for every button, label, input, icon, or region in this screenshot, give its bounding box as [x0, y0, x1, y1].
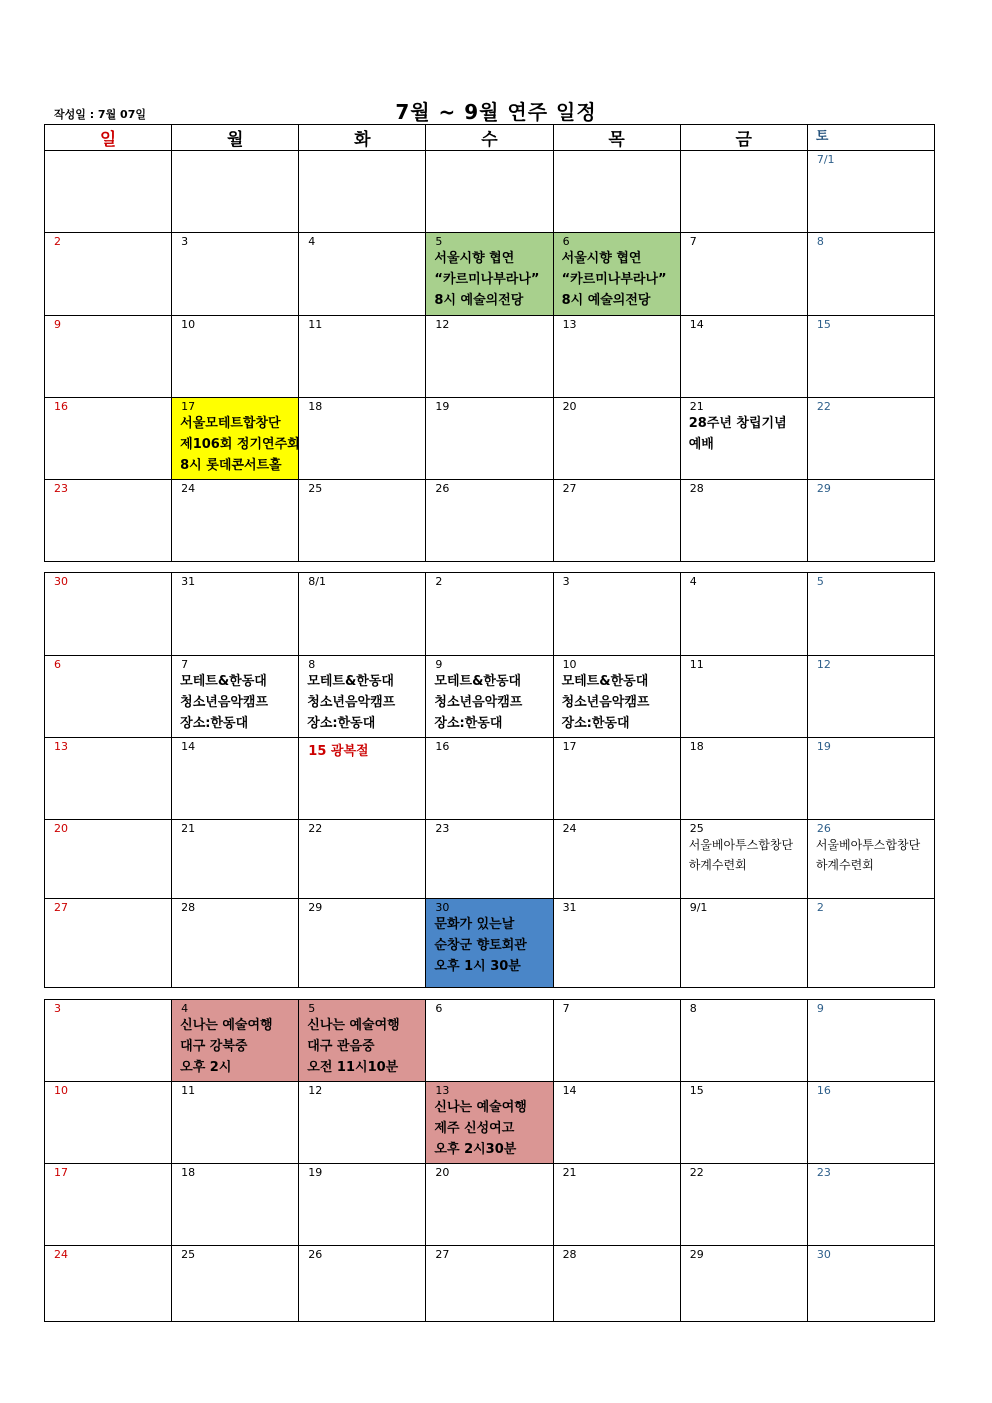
day-cell	[807, 1246, 934, 1322]
day-cell	[553, 398, 680, 480]
day-number: 10	[181, 318, 196, 331]
day-cell	[426, 1164, 553, 1246]
day-cell	[299, 1246, 426, 1322]
day-cell	[807, 820, 934, 899]
day-number: 6	[562, 235, 570, 248]
day-cell	[680, 899, 807, 988]
day-cell	[45, 1082, 172, 1164]
day-cell	[553, 1000, 680, 1082]
calendar-block-1	[44, 124, 935, 562]
day-cell	[172, 738, 299, 820]
event-line: 모테트&한동대	[434, 674, 522, 689]
week-row	[45, 151, 935, 233]
day-number: 8/1	[308, 575, 326, 588]
day-number: 28	[689, 482, 704, 495]
event-line: 오전 11시10분	[307, 1060, 399, 1075]
day-cell	[299, 573, 426, 656]
day-cell	[299, 820, 426, 899]
day-cell	[807, 398, 934, 480]
event-line: 대구 관음중	[307, 1039, 375, 1054]
day-cell	[426, 316, 553, 398]
event-line: 서울시향 협연	[561, 251, 642, 266]
day-cell	[426, 738, 553, 820]
day-number: 7/1	[816, 153, 835, 166]
day-cell	[807, 573, 934, 656]
day-number: 25	[181, 1248, 196, 1261]
event-line: 오후 1시 30분	[434, 959, 521, 974]
day-cell	[172, 1000, 299, 1082]
day-cell	[45, 738, 172, 820]
day-cell	[426, 899, 553, 988]
day-cell	[172, 656, 299, 738]
week-row	[45, 656, 935, 738]
day-cell	[680, 316, 807, 398]
day-cell	[680, 1246, 807, 1322]
day-number: 26	[435, 482, 450, 495]
day-number: 3	[54, 1002, 61, 1015]
week-row	[45, 1000, 935, 1082]
day-number: 24	[181, 482, 196, 495]
day-number: 28	[562, 1248, 577, 1261]
day-number: 21	[181, 822, 196, 835]
day-number: 29	[308, 901, 323, 914]
day-cell	[553, 1082, 680, 1164]
event-line: 청소년음악캠프	[307, 695, 396, 710]
event-line: 8시 예술의전당	[561, 293, 651, 308]
day-number: 14	[562, 1084, 577, 1097]
day-number: 17	[181, 400, 196, 413]
day-number: 27	[54, 901, 68, 914]
day-number: 24	[562, 822, 577, 835]
weekday-6: 금	[680, 125, 807, 151]
day-cell	[45, 480, 172, 562]
day-cell	[680, 573, 807, 656]
event-line: 8시 롯데콘서트홀	[180, 458, 282, 473]
event-line: 순창군 향토회관	[434, 938, 527, 953]
day-cell	[807, 316, 934, 398]
day-number: 14	[689, 318, 704, 331]
day-number: 21	[689, 400, 704, 413]
day-number: 25	[308, 482, 323, 495]
day-number: 4	[689, 575, 697, 588]
day-cell	[299, 316, 426, 398]
event-line: 신나는 예술여행	[434, 1100, 527, 1115]
day-number: 28	[181, 901, 196, 914]
day-number: 23	[435, 822, 450, 835]
day-number: 14	[181, 740, 196, 753]
event-line: 신나는 예술여행	[180, 1018, 273, 1033]
day-number: 27	[562, 482, 577, 495]
day-number: 31	[562, 901, 577, 914]
day-cell	[426, 480, 553, 562]
day-number: 13	[54, 740, 68, 753]
day-number: 5	[816, 575, 824, 588]
day-number: 29	[816, 482, 831, 495]
day-number: 6	[54, 658, 61, 671]
week-row	[45, 480, 935, 562]
day-number: 23	[54, 482, 68, 495]
event-line: 서울베아투스합창단	[815, 838, 921, 852]
day-number: 2	[54, 235, 61, 248]
day-cell	[426, 398, 553, 480]
day-number: 31	[181, 575, 196, 588]
day-number: 13	[562, 318, 577, 331]
week-row	[45, 1164, 935, 1246]
weekday-1: 일	[45, 125, 172, 151]
event-line: 모테트&한동대	[307, 674, 394, 689]
day-number: 21	[562, 1166, 577, 1179]
day-cell	[172, 573, 299, 656]
day-number: 9	[816, 1002, 824, 1015]
event-line: 서울베아투스합창단	[688, 838, 794, 852]
day-number: 20	[54, 822, 68, 835]
event-line: 청소년음악캠프	[561, 695, 650, 710]
event-line: 청소년음악캠프	[434, 695, 523, 710]
day-cell	[299, 480, 426, 562]
day-cell	[553, 820, 680, 899]
day-cell	[299, 398, 426, 480]
day-cell	[172, 316, 299, 398]
event-line: 8시 예술의전당	[434, 293, 524, 308]
day-number: 22	[689, 1166, 704, 1179]
event-line: 모테트&한동대	[561, 674, 649, 689]
day-number: 22	[308, 822, 323, 835]
day-number: 3	[181, 235, 189, 248]
weekday-5: 목	[553, 125, 680, 151]
weekday-4: 수	[426, 125, 553, 151]
day-cell	[45, 573, 172, 656]
day-cell	[45, 899, 172, 988]
event-line: 제주 신성여고	[434, 1121, 515, 1136]
day-cell	[426, 233, 553, 316]
weekday-3: 화	[299, 125, 426, 151]
day-number: 5	[435, 235, 443, 248]
day-number: 12	[435, 318, 450, 331]
day-number: 25	[689, 822, 704, 835]
day-cell	[807, 656, 934, 738]
day-number: 9	[54, 318, 61, 331]
day-cell	[680, 1164, 807, 1246]
day-number: 6	[435, 1002, 443, 1015]
day-cell	[553, 573, 680, 656]
day-cell	[299, 1082, 426, 1164]
day-cell	[45, 1164, 172, 1246]
day-cell	[172, 1164, 299, 1246]
day-number: 24	[54, 1248, 68, 1261]
day-number: 7	[689, 235, 697, 248]
day-number: 8	[689, 1002, 697, 1015]
event-line: 서울시향 협연	[434, 251, 515, 266]
event-line: 장소:한동대	[561, 716, 630, 731]
day-cell	[172, 480, 299, 562]
day-cell	[299, 233, 426, 316]
day-number: 11	[181, 1084, 196, 1097]
day-cell	[553, 480, 680, 562]
day-number: 27	[435, 1248, 450, 1261]
day-number: 30	[54, 575, 68, 588]
day-number: 17	[562, 740, 577, 753]
day-cell	[553, 899, 680, 988]
day-number: 5	[308, 1002, 316, 1015]
day-cell	[172, 233, 299, 316]
event-line: 오후 2시30분	[434, 1142, 517, 1157]
day-cell	[172, 1246, 299, 1322]
page-title: 7월 ~ 9월 연주 일정	[395, 100, 597, 124]
day-cell	[680, 151, 807, 233]
day-cell	[45, 233, 172, 316]
weekday-2: 월	[172, 125, 299, 151]
day-number: 16	[54, 400, 68, 413]
day-cell	[426, 1000, 553, 1082]
day-cell	[299, 656, 426, 738]
week-row	[45, 398, 935, 480]
day-number: 23	[816, 1166, 831, 1179]
day-cell	[172, 820, 299, 899]
day-number: 3	[562, 575, 570, 588]
day-cell	[45, 1000, 172, 1082]
day-number: 16	[435, 740, 450, 753]
day-number: 18	[308, 400, 323, 413]
event-line: 제106회 정기연주회	[180, 437, 300, 452]
event-line: 청소년음악캠프	[180, 695, 269, 710]
day-cell	[426, 1246, 553, 1322]
day-cell	[426, 820, 553, 899]
day-number: 4	[181, 1002, 189, 1015]
event-line: “카르미나부라나”	[561, 272, 667, 287]
day-cell	[807, 233, 934, 316]
week-row	[45, 820, 935, 899]
day-cell	[553, 151, 680, 233]
event-line: 장소:한동대	[434, 716, 503, 731]
day-number: 9/1	[689, 901, 708, 914]
day-cell	[680, 480, 807, 562]
day-cell	[553, 1246, 680, 1322]
calendar-block-2	[44, 572, 935, 988]
day-cell	[299, 899, 426, 988]
day-cell	[807, 899, 934, 988]
day-number: 4	[308, 235, 316, 248]
day-cell	[553, 316, 680, 398]
day-cell	[172, 398, 299, 480]
day-number: 7	[562, 1002, 570, 1015]
day-cell	[45, 398, 172, 480]
weekday-header	[45, 125, 935, 151]
day-number: 29	[689, 1248, 704, 1261]
day-number: 20	[435, 1166, 450, 1179]
event-line: 하계수련회	[688, 858, 747, 872]
day-number: 2	[816, 901, 824, 914]
week-row	[45, 233, 935, 316]
day-number: 16	[816, 1084, 831, 1097]
day-number: 2	[435, 575, 443, 588]
holiday-label: 15 광복절	[308, 744, 369, 759]
day-number: 11	[689, 658, 704, 671]
day-number: 12	[816, 658, 831, 671]
event-line: 하계수련회	[815, 858, 874, 872]
day-cell	[807, 480, 934, 562]
day-number: 11	[308, 318, 323, 331]
week-row	[45, 573, 935, 656]
event-line: 문화가 있는날	[434, 917, 515, 932]
day-cell	[45, 151, 172, 233]
day-cell	[680, 656, 807, 738]
day-number: 17	[54, 1166, 68, 1179]
day-cell	[299, 151, 426, 233]
day-cell	[680, 398, 807, 480]
day-number: 19	[435, 400, 450, 413]
week-row	[45, 316, 935, 398]
day-cell	[553, 738, 680, 820]
day-cell	[807, 738, 934, 820]
day-cell	[172, 1082, 299, 1164]
day-number: 26	[816, 822, 831, 835]
day-cell	[172, 151, 299, 233]
day-number: 18	[181, 1166, 196, 1179]
day-cell	[426, 1082, 553, 1164]
day-number: 15	[816, 318, 831, 331]
day-cell	[553, 656, 680, 738]
day-cell	[299, 738, 426, 820]
day-cell	[680, 820, 807, 899]
day-cell	[807, 1000, 934, 1082]
day-cell	[553, 1164, 680, 1246]
day-number: 10	[562, 658, 577, 671]
day-cell	[45, 316, 172, 398]
event-line: 모테트&한동대	[180, 674, 267, 689]
day-cell	[45, 656, 172, 738]
event-line: 예배	[688, 437, 714, 452]
day-cell	[680, 233, 807, 316]
week-row	[45, 1246, 935, 1322]
day-cell	[45, 820, 172, 899]
week-row	[45, 738, 935, 820]
day-cell	[299, 1164, 426, 1246]
week-row	[45, 899, 935, 988]
day-number: 30	[435, 901, 450, 914]
day-number: 15	[689, 1084, 704, 1097]
event-line: 장소:한동대	[307, 716, 376, 731]
created-date: 작성일 : 7월 07일	[54, 108, 146, 121]
day-cell	[426, 151, 553, 233]
day-number: 10	[54, 1084, 68, 1097]
day-number: 18	[689, 740, 704, 753]
event-line: 신나는 예술여행	[307, 1018, 400, 1033]
day-cell	[680, 1000, 807, 1082]
day-cell	[807, 1164, 934, 1246]
day-number: 8	[816, 235, 824, 248]
day-cell	[553, 233, 680, 316]
day-number: 22	[816, 400, 831, 413]
event-line: 오후 2시	[180, 1060, 232, 1075]
day-number: 30	[816, 1248, 831, 1261]
event-line: “카르미나부라나”	[434, 272, 540, 287]
day-number: 9	[435, 658, 443, 671]
day-cell	[807, 1082, 934, 1164]
day-number: 19	[308, 1166, 323, 1179]
event-line: 서울모테트합창단	[180, 416, 281, 431]
day-cell	[680, 1082, 807, 1164]
day-number: 26	[308, 1248, 323, 1261]
day-number: 13	[435, 1084, 450, 1097]
weekday-7: 토	[807, 125, 934, 151]
day-number: 12	[308, 1084, 323, 1097]
event-line: 대구 강북중	[180, 1039, 248, 1054]
day-cell	[45, 1246, 172, 1322]
calendar-block-3	[44, 999, 935, 1322]
day-number: 19	[816, 740, 831, 753]
day-cell	[680, 738, 807, 820]
day-cell	[426, 573, 553, 656]
day-cell	[172, 899, 299, 988]
day-number: 7	[181, 658, 189, 671]
day-cell	[299, 1000, 426, 1082]
event-line: 28주년 창립기념	[688, 416, 787, 431]
day-number: 20	[562, 400, 577, 413]
day-cell	[807, 151, 934, 233]
week-row	[45, 1082, 935, 1164]
day-cell	[426, 656, 553, 738]
day-number: 8	[308, 658, 316, 671]
event-line: 장소:한동대	[180, 716, 249, 731]
